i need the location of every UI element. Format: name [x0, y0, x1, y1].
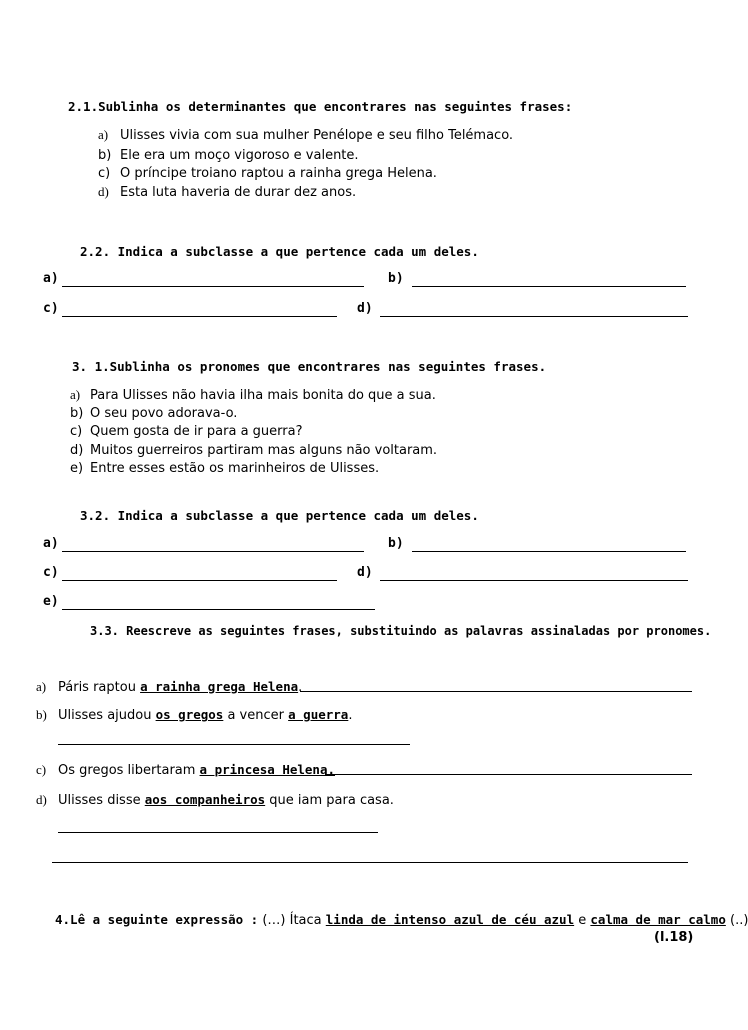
exercise-4: 4.Lê a seguinte expressão : (…) Ítaca linda de intenso azul de céu azul e calma de mar calmo (..): [55, 912, 748, 928]
heading-3-2: 3.2. Indica a subclasse a que pertence cada um deles.: [80, 508, 479, 523]
answer-line[interactable]: [58, 832, 378, 833]
answer-label-d: d): [357, 565, 373, 580]
answer-line-a[interactable]: [62, 286, 364, 287]
heading-2-1: 2.1.Sublinha os determinantes que encontrares nas seguintes frases:: [68, 99, 573, 114]
exercise-a: a) Páris raptou a rainha grega Helena.: [36, 679, 303, 695]
answer-line[interactable]: [58, 744, 410, 745]
exercise-d: d) Ulisses disse aos companheiros que iam para casa.: [36, 792, 394, 808]
exercise-b: b) Ulisses ajudou os gregos a vencer a guerra.: [36, 707, 353, 723]
list-item: a) Ulisses vivia com sua mulher Penélope e seu filho Telémaco.: [98, 127, 514, 143]
answer-line-b[interactable]: [412, 286, 686, 287]
list-item: d) Esta luta haveria de durar dez anos.: [98, 184, 357, 200]
heading-3-1: 3. 1.Sublinha os pronomes que encontrares nas seguintes frases.: [72, 359, 547, 374]
answer-label-b: b): [388, 271, 404, 286]
answer-label-c: c): [43, 565, 59, 580]
answer-label-a: a): [43, 536, 59, 551]
answer-line-c[interactable]: [62, 580, 337, 581]
list-item: c) Quem gosta de ir para a guerra?: [70, 424, 303, 439]
list-item: d) Muitos guerreiros partiram mas alguns não voltaram.: [70, 443, 438, 458]
answer-line[interactable]: [300, 691, 692, 692]
answer-line-d[interactable]: [380, 580, 688, 581]
answer-line[interactable]: [325, 774, 692, 775]
list-item: c) O príncipe troiano raptou a rainha grega Helena.: [98, 166, 437, 181]
answer-label-d: d): [357, 301, 373, 316]
answer-line-c[interactable]: [62, 316, 337, 317]
answer-line-b[interactable]: [412, 551, 686, 552]
answer-line[interactable]: [52, 862, 688, 863]
answer-label-b: b): [388, 536, 404, 551]
answer-line-e[interactable]: [62, 609, 375, 610]
list-item: a) Para Ulisses não havia ilha mais bonita do que a sua.: [70, 387, 436, 403]
exercise-c: c) Os gregos libertaram a princesa Helena.: [36, 762, 336, 778]
list-item: b) Ele era um moço vigoroso e valente.: [98, 148, 359, 163]
answer-label-e: e): [43, 594, 59, 609]
answer-label-c: c): [43, 301, 59, 316]
answer-label-a: a): [43, 271, 59, 286]
answer-line-d[interactable]: [380, 316, 688, 317]
answer-line-a[interactable]: [62, 551, 364, 552]
heading-3-3: 3.3. Reescreve as seguintes frases, substituindo as palavras assinaladas por pronomes.: [90, 624, 712, 638]
heading-2-2: 2.2. Indica a subclasse a que pertence cada um deles.: [80, 244, 479, 259]
line-reference: (l.18): [654, 930, 694, 945]
list-item: e) Entre esses estão os marinheiros de Ulisses.: [70, 461, 380, 476]
list-item: b) O seu povo adorava-o.: [70, 406, 238, 421]
